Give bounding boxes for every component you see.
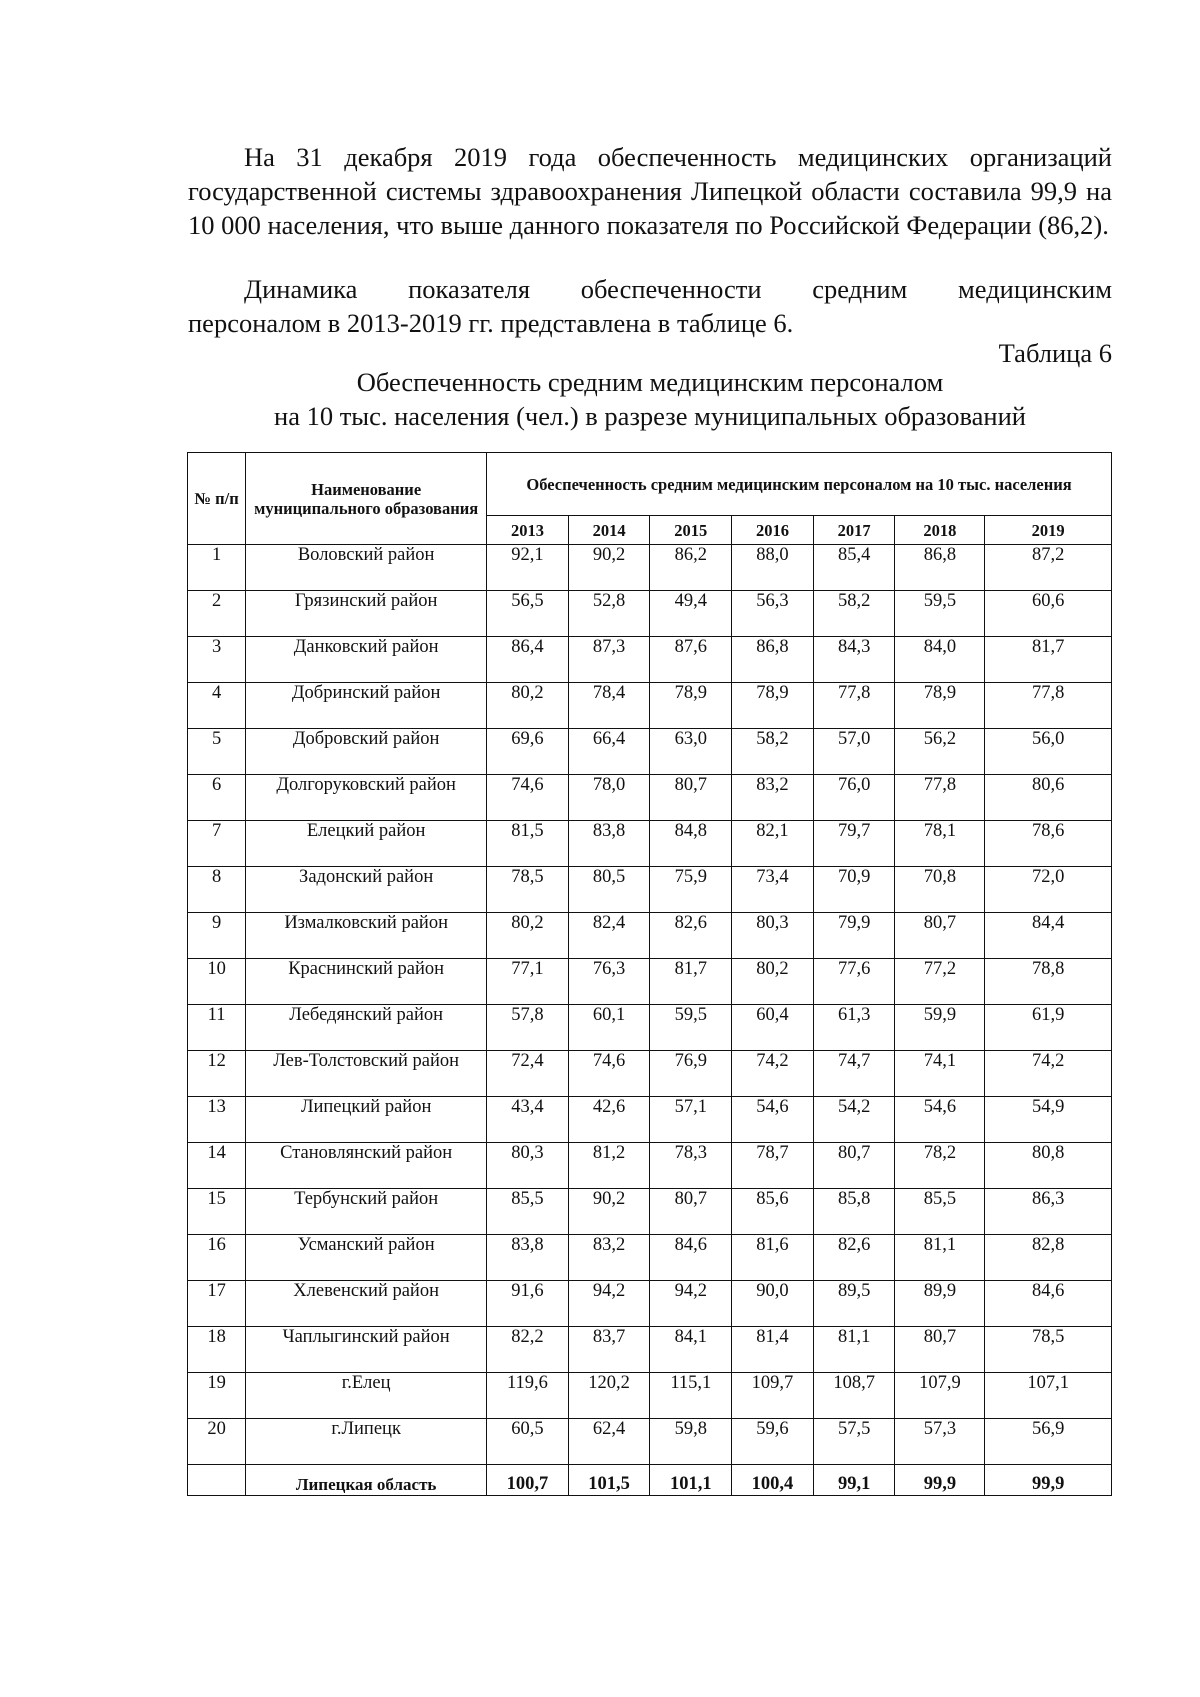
value-cell: 74,2 bbox=[985, 1051, 1112, 1097]
row-number: 18 bbox=[188, 1327, 246, 1373]
municipality-name: Задонский район bbox=[246, 867, 487, 913]
row-number: 17 bbox=[188, 1281, 246, 1327]
value-cell: 87,6 bbox=[650, 637, 732, 683]
value-cell: 58,2 bbox=[732, 729, 814, 775]
value-cell: 99,9 bbox=[985, 1465, 1112, 1496]
value-cell: 107,9 bbox=[895, 1373, 985, 1419]
municipality-name: Краснинский район bbox=[246, 959, 487, 1005]
value-cell: 80,6 bbox=[985, 775, 1112, 821]
value-cell: 90,2 bbox=[568, 545, 650, 591]
municipality-name: Липецкая область bbox=[246, 1465, 487, 1496]
value-cell: 85,8 bbox=[813, 1189, 895, 1235]
value-cell: 81,5 bbox=[487, 821, 569, 867]
value-cell: 56,3 bbox=[732, 591, 814, 637]
paragraph-dynamics-line2: персоналом в 2013-2019 гг. представлена в таблице 6. bbox=[188, 308, 794, 338]
value-cell: 77,8 bbox=[813, 683, 895, 729]
value-cell: 89,5 bbox=[813, 1281, 895, 1327]
value-cell: 80,7 bbox=[650, 775, 732, 821]
row-number bbox=[188, 1465, 246, 1496]
table-row bbox=[188, 637, 1112, 683]
value-cell: 73,4 bbox=[732, 867, 814, 913]
column-header-name: Наименование муниципального образования bbox=[246, 453, 487, 545]
value-cell: 107,1 bbox=[985, 1373, 1112, 1419]
value-cell: 84,6 bbox=[650, 1235, 732, 1281]
value-cell: 99,1 bbox=[813, 1465, 895, 1496]
value-cell: 57,3 bbox=[895, 1419, 985, 1465]
municipality-name: Тербунский район bbox=[246, 1189, 487, 1235]
value-cell: 59,5 bbox=[895, 591, 985, 637]
value-cell: 78,1 bbox=[895, 821, 985, 867]
value-cell: 57,8 bbox=[487, 1005, 569, 1051]
value-cell: 83,2 bbox=[732, 775, 814, 821]
value-cell: 49,4 bbox=[650, 591, 732, 637]
column-header-year: 2014 bbox=[568, 516, 650, 545]
row-number: 20 bbox=[188, 1419, 246, 1465]
value-cell: 83,8 bbox=[487, 1235, 569, 1281]
value-cell: 78,8 bbox=[985, 959, 1112, 1005]
table-row bbox=[188, 1143, 1112, 1189]
table-row bbox=[188, 867, 1112, 913]
row-number: 4 bbox=[188, 683, 246, 729]
table-title-line2: на 10 тыс. населения (чел.) в разрезе муниципальных образований bbox=[274, 401, 1026, 431]
value-cell: 54,2 bbox=[813, 1097, 895, 1143]
value-cell: 80,2 bbox=[487, 913, 569, 959]
table-row bbox=[188, 1051, 1112, 1097]
value-cell: 84,8 bbox=[650, 821, 732, 867]
value-cell: 79,9 bbox=[813, 913, 895, 959]
table-total-row bbox=[188, 1465, 1112, 1496]
value-cell: 80,2 bbox=[732, 959, 814, 1005]
value-cell: 94,2 bbox=[568, 1281, 650, 1327]
row-number: 6 bbox=[188, 775, 246, 821]
value-cell: 74,6 bbox=[568, 1051, 650, 1097]
table-row bbox=[188, 913, 1112, 959]
column-header-year: 2013 bbox=[487, 516, 569, 545]
value-cell: 74,2 bbox=[732, 1051, 814, 1097]
value-cell: 59,9 bbox=[895, 1005, 985, 1051]
value-cell: 60,6 bbox=[985, 591, 1112, 637]
municipality-name: Усманский район bbox=[246, 1235, 487, 1281]
value-cell: 84,4 bbox=[985, 913, 1112, 959]
value-cell: 82,4 bbox=[568, 913, 650, 959]
value-cell: 62,4 bbox=[568, 1419, 650, 1465]
value-cell: 76,0 bbox=[813, 775, 895, 821]
row-number: 2 bbox=[188, 591, 246, 637]
row-number: 11 bbox=[188, 1005, 246, 1051]
row-number: 15 bbox=[188, 1189, 246, 1235]
provision-table bbox=[187, 452, 1112, 1496]
table-row bbox=[188, 683, 1112, 729]
value-cell: 119,6 bbox=[487, 1373, 569, 1419]
value-cell: 86,2 bbox=[650, 545, 732, 591]
paragraph-dynamics bbox=[188, 272, 1112, 340]
value-cell: 100,7 bbox=[487, 1465, 569, 1496]
value-cell: 79,7 bbox=[813, 821, 895, 867]
row-number: 9 bbox=[188, 913, 246, 959]
value-cell: 59,6 bbox=[732, 1419, 814, 1465]
row-number: 8 bbox=[188, 867, 246, 913]
row-number: 19 bbox=[188, 1373, 246, 1419]
value-cell: 70,8 bbox=[895, 867, 985, 913]
value-cell: 77,8 bbox=[895, 775, 985, 821]
value-cell: 72,0 bbox=[985, 867, 1112, 913]
table-title bbox=[188, 365, 1112, 433]
value-cell: 86,8 bbox=[895, 545, 985, 591]
value-cell: 42,6 bbox=[568, 1097, 650, 1143]
table-header-row bbox=[188, 453, 1112, 516]
value-cell: 101,1 bbox=[650, 1465, 732, 1496]
table-row bbox=[188, 1235, 1112, 1281]
value-cell: 84,3 bbox=[813, 637, 895, 683]
value-cell: 61,3 bbox=[813, 1005, 895, 1051]
value-cell: 91,6 bbox=[487, 1281, 569, 1327]
row-number: 16 bbox=[188, 1235, 246, 1281]
table-row bbox=[188, 591, 1112, 637]
value-cell: 75,9 bbox=[650, 867, 732, 913]
table-row bbox=[188, 821, 1112, 867]
value-cell: 77,6 bbox=[813, 959, 895, 1005]
value-cell: 85,6 bbox=[732, 1189, 814, 1235]
table-row bbox=[188, 1097, 1112, 1143]
value-cell: 80,7 bbox=[895, 1327, 985, 1373]
value-cell: 80,5 bbox=[568, 867, 650, 913]
column-header-year: 2018 bbox=[895, 516, 985, 545]
value-cell: 108,7 bbox=[813, 1373, 895, 1419]
value-cell: 58,2 bbox=[813, 591, 895, 637]
value-cell: 85,5 bbox=[895, 1189, 985, 1235]
value-cell: 56,0 bbox=[985, 729, 1112, 775]
value-cell: 80,3 bbox=[732, 913, 814, 959]
value-cell: 80,3 bbox=[487, 1143, 569, 1189]
value-cell: 94,2 bbox=[650, 1281, 732, 1327]
value-cell: 87,2 bbox=[985, 545, 1112, 591]
table-row bbox=[188, 1281, 1112, 1327]
value-cell: 82,6 bbox=[813, 1235, 895, 1281]
value-cell: 61,9 bbox=[985, 1005, 1112, 1051]
table-row bbox=[188, 1189, 1112, 1235]
value-cell: 87,3 bbox=[568, 637, 650, 683]
row-number: 1 bbox=[188, 545, 246, 591]
column-header-year: 2016 bbox=[732, 516, 814, 545]
value-cell: 92,1 bbox=[487, 545, 569, 591]
value-cell: 57,5 bbox=[813, 1419, 895, 1465]
value-cell: 81,4 bbox=[732, 1327, 814, 1373]
row-number: 3 bbox=[188, 637, 246, 683]
value-cell: 80,7 bbox=[813, 1143, 895, 1189]
column-header-number: № п/п bbox=[188, 453, 246, 545]
value-cell: 82,2 bbox=[487, 1327, 569, 1373]
value-cell: 69,6 bbox=[487, 729, 569, 775]
value-cell: 57,0 bbox=[813, 729, 895, 775]
value-cell: 83,2 bbox=[568, 1235, 650, 1281]
value-cell: 85,5 bbox=[487, 1189, 569, 1235]
column-header-year: 2019 bbox=[985, 516, 1112, 545]
row-number: 7 bbox=[188, 821, 246, 867]
value-cell: 56,2 bbox=[895, 729, 985, 775]
value-cell: 59,8 bbox=[650, 1419, 732, 1465]
row-number: 12 bbox=[188, 1051, 246, 1097]
value-cell: 100,4 bbox=[732, 1465, 814, 1496]
value-cell: 82,6 bbox=[650, 913, 732, 959]
value-cell: 78,7 bbox=[732, 1143, 814, 1189]
table-row bbox=[188, 1327, 1112, 1373]
paragraph-dynamics-line1: Динамика показателя обеспеченности средним медицинским bbox=[244, 274, 1112, 304]
value-cell: 54,9 bbox=[985, 1097, 1112, 1143]
value-cell: 81,7 bbox=[650, 959, 732, 1005]
column-header-group: Обеспеченность средним медицинским персоналом на 10 тыс. населения bbox=[487, 453, 1112, 516]
value-cell: 83,8 bbox=[568, 821, 650, 867]
value-cell: 101,5 bbox=[568, 1465, 650, 1496]
table-body bbox=[188, 545, 1112, 1496]
municipality-name: Грязинский район bbox=[246, 591, 487, 637]
value-cell: 86,3 bbox=[985, 1189, 1112, 1235]
value-cell: 81,7 bbox=[985, 637, 1112, 683]
value-cell: 70,9 bbox=[813, 867, 895, 913]
value-cell: 43,4 bbox=[487, 1097, 569, 1143]
table-label: Таблица 6 bbox=[998, 338, 1112, 368]
municipality-name: Елецкий район bbox=[246, 821, 487, 867]
value-cell: 84,6 bbox=[985, 1281, 1112, 1327]
value-cell: 84,0 bbox=[895, 637, 985, 683]
value-cell: 83,7 bbox=[568, 1327, 650, 1373]
value-cell: 82,1 bbox=[732, 821, 814, 867]
value-cell: 86,8 bbox=[732, 637, 814, 683]
value-cell: 77,1 bbox=[487, 959, 569, 1005]
table-row bbox=[188, 959, 1112, 1005]
value-cell: 63,0 bbox=[650, 729, 732, 775]
value-cell: 60,1 bbox=[568, 1005, 650, 1051]
value-cell: 78,2 bbox=[895, 1143, 985, 1189]
value-cell: 81,2 bbox=[568, 1143, 650, 1189]
value-cell: 78,5 bbox=[985, 1327, 1112, 1373]
value-cell: 78,9 bbox=[650, 683, 732, 729]
value-cell: 89,9 bbox=[895, 1281, 985, 1327]
row-number: 5 bbox=[188, 729, 246, 775]
value-cell: 80,7 bbox=[650, 1189, 732, 1235]
column-header-year: 2017 bbox=[813, 516, 895, 545]
value-cell: 76,3 bbox=[568, 959, 650, 1005]
table-title-line1: Обеспеченность средним медицинским персоналом bbox=[356, 367, 944, 397]
value-cell: 74,6 bbox=[487, 775, 569, 821]
value-cell: 85,4 bbox=[813, 545, 895, 591]
value-cell: 99,9 bbox=[895, 1465, 985, 1496]
table-row bbox=[188, 775, 1112, 821]
value-cell: 74,7 bbox=[813, 1051, 895, 1097]
value-cell: 78,4 bbox=[568, 683, 650, 729]
value-cell: 115,1 bbox=[650, 1373, 732, 1419]
table-row bbox=[188, 729, 1112, 775]
value-cell: 66,4 bbox=[568, 729, 650, 775]
municipality-name: Лев-Толстовский район bbox=[246, 1051, 487, 1097]
municipality-name: Хлевенский район bbox=[246, 1281, 487, 1327]
municipality-name: Измалковский район bbox=[246, 913, 487, 959]
value-cell: 81,6 bbox=[732, 1235, 814, 1281]
municipality-name: Липецкий район bbox=[246, 1097, 487, 1143]
municipality-name: Добровский район bbox=[246, 729, 487, 775]
value-cell: 109,7 bbox=[732, 1373, 814, 1419]
value-cell: 72,4 bbox=[487, 1051, 569, 1097]
value-cell: 77,2 bbox=[895, 959, 985, 1005]
value-cell: 82,8 bbox=[985, 1235, 1112, 1281]
value-cell: 88,0 bbox=[732, 545, 814, 591]
value-cell: 60,5 bbox=[487, 1419, 569, 1465]
value-cell: 74,1 bbox=[895, 1051, 985, 1097]
value-cell: 120,2 bbox=[568, 1373, 650, 1419]
municipality-name: Данковский район bbox=[246, 637, 487, 683]
table-row bbox=[188, 1419, 1112, 1465]
value-cell: 81,1 bbox=[813, 1327, 895, 1373]
value-cell: 78,3 bbox=[650, 1143, 732, 1189]
value-cell: 80,8 bbox=[985, 1143, 1112, 1189]
municipality-name: Воловский район bbox=[246, 545, 487, 591]
value-cell: 54,6 bbox=[895, 1097, 985, 1143]
municipality-name: Добринский район bbox=[246, 683, 487, 729]
value-cell: 90,2 bbox=[568, 1189, 650, 1235]
value-cell: 76,9 bbox=[650, 1051, 732, 1097]
value-cell: 60,4 bbox=[732, 1005, 814, 1051]
value-cell: 59,5 bbox=[650, 1005, 732, 1051]
table-row bbox=[188, 545, 1112, 591]
value-cell: 78,5 bbox=[487, 867, 569, 913]
municipality-name: Чаплыгинский район bbox=[246, 1327, 487, 1373]
column-header-year: 2015 bbox=[650, 516, 732, 545]
paragraph-intro: На 31 декабря 2019 года обеспеченность медицинских организаций государственной системы здравоохранения Липецкой области составила 99,9 на 10 000 населения, что выше данного показателя по Российской Федерации (86,2). bbox=[188, 142, 1112, 240]
value-cell: 84,1 bbox=[650, 1327, 732, 1373]
value-cell: 78,0 bbox=[568, 775, 650, 821]
value-cell: 80,2 bbox=[487, 683, 569, 729]
value-cell: 80,7 bbox=[895, 913, 985, 959]
value-cell: 56,9 bbox=[985, 1419, 1112, 1465]
table-row bbox=[188, 1005, 1112, 1051]
municipality-name: г.Липецк bbox=[246, 1419, 487, 1465]
value-cell: 78,9 bbox=[895, 683, 985, 729]
municipality-name: Становлянский район bbox=[246, 1143, 487, 1189]
municipality-name: г.Елец bbox=[246, 1373, 487, 1419]
table-row bbox=[188, 1373, 1112, 1419]
row-number: 14 bbox=[188, 1143, 246, 1189]
value-cell: 52,8 bbox=[568, 591, 650, 637]
value-cell: 81,1 bbox=[895, 1235, 985, 1281]
value-cell: 86,4 bbox=[487, 637, 569, 683]
value-cell: 77,8 bbox=[985, 683, 1112, 729]
value-cell: 78,9 bbox=[732, 683, 814, 729]
value-cell: 78,6 bbox=[985, 821, 1112, 867]
municipality-name: Долгоруковский район bbox=[246, 775, 487, 821]
value-cell: 54,6 bbox=[732, 1097, 814, 1143]
value-cell: 90,0 bbox=[732, 1281, 814, 1327]
row-number: 10 bbox=[188, 959, 246, 1005]
value-cell: 57,1 bbox=[650, 1097, 732, 1143]
row-number: 13 bbox=[188, 1097, 246, 1143]
value-cell: 56,5 bbox=[487, 591, 569, 637]
municipality-name: Лебедянский район bbox=[246, 1005, 487, 1051]
